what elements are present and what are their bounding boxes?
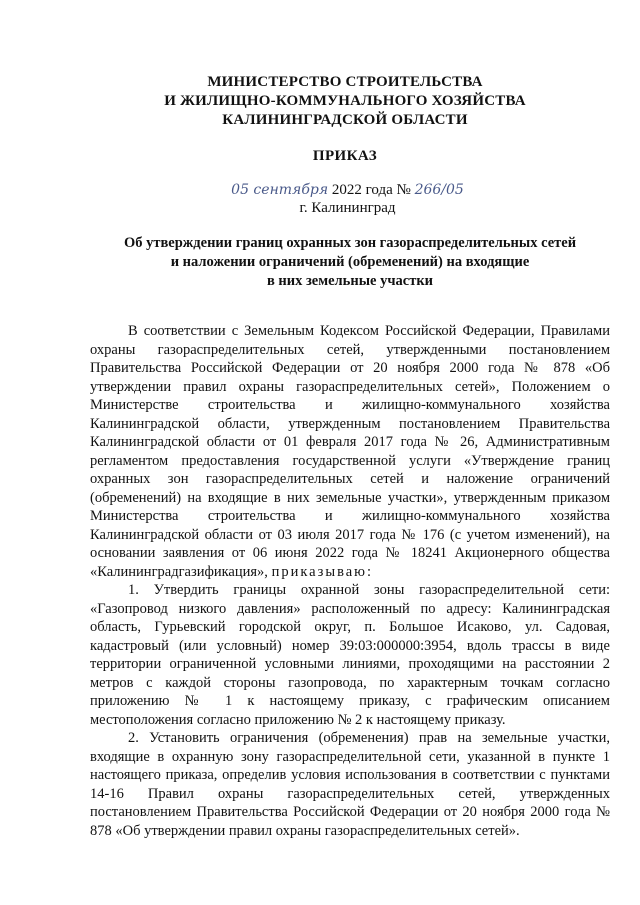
order-subject-line-3: в них земельные участки	[266, 273, 434, 289]
handwritten-date: 05 сентября	[231, 182, 329, 198]
order-dateline	[0, 181, 640, 200]
order-subject-line-2: и наложении ограничений (обременений) на входящие	[170, 254, 530, 270]
preamble-text: В соответствии с Земельным Кодексом Российской Федерации, Правилами охраны газораспределительных сетей, утвержденными постановлением Правительства Российской Федерации от 20 ноября 2000 года № 878 «Об утверждении правил охраны газораспределительных сетей», Положением о Министерстве строительства и жилищно-коммунального хозяйства Калининградской области, утвержденным постановлением Правительства Калининградской области от 01 февраля 2017 года № 26, Административным регламентом предоставления государственной услуги «Утверждение границ охранных зон газораспределительных сетей и наложение ограничений (обременений) на входящие в них земельные участки», утвержденным приказом Министерства строительства и жилищно-коммунального хозяйства Калининградской области от 03 июля 2017 года № 176 (с учетом изменений), на основании заявления от 06 июня 2022 года № 18241 Акционерного общества «Калининградгазификация»,	[90, 323, 610, 580]
ministry-header	[0, 73, 640, 130]
decree-word: приказываю:	[271, 563, 374, 580]
item-2-paragraph: 2. Установить ограничения (обременения) прав на земельные участки, входящие в охранную зону газораспределительной сети, указанной в пункте 1 настоящего приказа, определив условия использования в соответствии с пунктами 14-16 Правил охраны газораспределительных сетей, утвержденных постановлением Правительства Российской Федерации от 20 ноября 2000 года № 878 «Об утверждении правил охраны газораспределительных сетей».	[90, 730, 610, 839]
order-year-text: 2022 года №	[328, 182, 415, 198]
ministry-header-line-1: МИНИСТЕРСТВО СТРОИТЕЛЬСТВА	[207, 74, 483, 90]
ministry-header-line-3: КАЛИНИНГРАДСКОЙ ОБЛАСТИ	[222, 112, 468, 128]
order-subject-line-1: Об утверждении границ охранных зон газораспределительных сетей	[123, 235, 577, 251]
order-body	[90, 322, 610, 840]
order-city: г. Калининград	[299, 200, 396, 216]
preamble-paragraph	[90, 322, 610, 581]
handwritten-order-number: 266/05	[414, 182, 464, 198]
order-subject	[90, 234, 610, 291]
item-1-paragraph: 1. Утвердить границы охранной зоны газораспределительной сети: «Газопровод низкого давления» расположенный по адресу: Калининградская область, Гурьевский городской округ, п. Большое Исаково, ул. Садовая, кадастровый (или условный) номер 39:03:000000:3954, вдоль трассы в виде территории ограниченной условными линиями, проходящими на расстоянии 2 метров с каждой стороны газопровода, по характерным точкам согласно приложению № 1 к настоящему приказу, с графическим описанием местоположения согласно приложению № 2 к настоящему приказу.	[90, 582, 610, 728]
ministry-header-line-2: И ЖИЛИЩНО-КОММУНАЛЬНОГО ХОЗЯЙСТВА	[164, 93, 526, 109]
order-title: ПРИКАЗ	[312, 148, 378, 164]
